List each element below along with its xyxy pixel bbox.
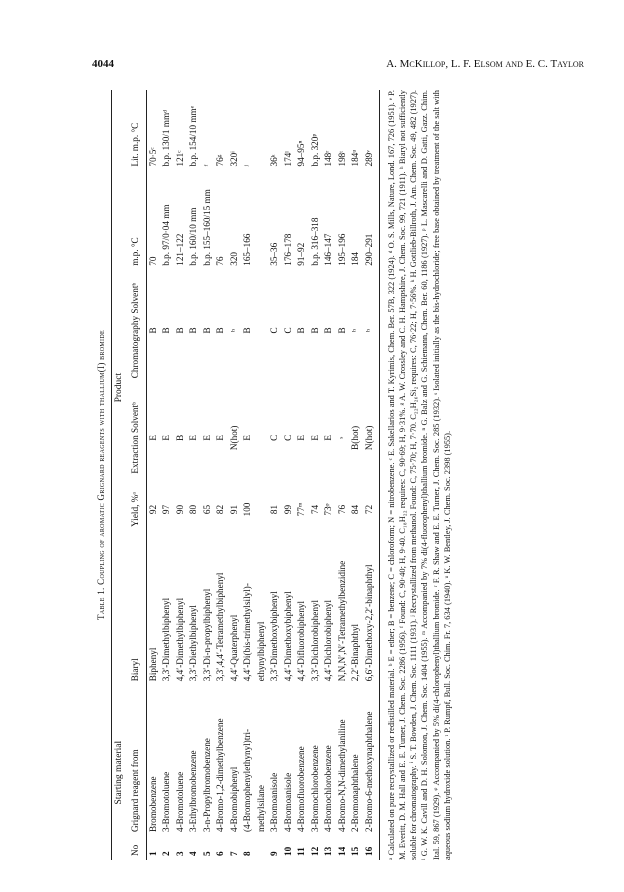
cell-no: 9 — [269, 851, 280, 856]
cell-grignard: methylsilane — [255, 785, 266, 832]
cell-ext: N(hot) — [363, 425, 374, 451]
cell-biaryl: 3,3′-Di-n-propylbiphenyl — [201, 588, 212, 682]
cell-yield: 80 — [188, 504, 199, 515]
cell-no: 15 — [350, 846, 361, 856]
table-row — [187, 90, 201, 860]
cell-yield: 92 — [147, 504, 158, 515]
cell-yield — [255, 484, 269, 534]
table-row — [146, 90, 160, 860]
cell-mp — [255, 171, 269, 270]
cell-grignard: (4-Bromophenylethynyl)tri- — [242, 728, 253, 832]
cell-no: 13 — [323, 846, 334, 856]
cell-biaryl: 3,3′-Dichlorobiphenyl — [309, 599, 320, 682]
table-row — [336, 90, 350, 860]
cell-chrom — [255, 270, 269, 391]
col-header-yield: Yield, %ᵃ — [130, 492, 141, 527]
table-row — [174, 90, 188, 860]
cell-ext: E — [188, 435, 199, 441]
cell-biaryl: 4,4′-Di(bis-trimethylsilyl)- — [242, 583, 253, 682]
cell-no: 2 — [161, 851, 172, 856]
cell-biaryl: 3,3′-Dimethoxybiphenyl — [269, 591, 280, 682]
cell-ext: C — [269, 434, 280, 441]
cell-grignard: 3-Bromoanisole — [269, 772, 280, 832]
cell-no: 1 — [147, 851, 158, 856]
table-block — [88, 90, 608, 860]
table-row — [268, 90, 282, 860]
col-header-extraction: Extraction Solventᵇ — [130, 402, 141, 474]
cell-mp: 76 — [215, 256, 226, 266]
cell-grignard: 4-Bromochlorobenzene — [323, 745, 334, 832]
cell-ext: E — [161, 435, 172, 441]
group-header-product: Product — [114, 372, 125, 403]
cell-mp: 70 — [147, 256, 158, 266]
cell-yield: 84 — [350, 504, 361, 515]
cell-grignard: 4-Bromofluorobenzene — [296, 746, 307, 832]
col-header-grignard: Grignard reagent from — [130, 749, 141, 832]
cell-mp: 184 — [350, 251, 361, 266]
cell-ext: B(hot) — [350, 425, 361, 450]
cell-biaryl: 4,4′-Dichlorobiphenyl — [323, 599, 334, 682]
cell-mp: 290–291 — [363, 233, 374, 266]
cell-chrom: B — [174, 327, 185, 334]
cell-grignard: 4-Bromo-1,2-dimethylbenzene — [215, 718, 226, 832]
cell-no: 4 — [188, 851, 199, 856]
cell-mp: 320 — [228, 251, 239, 266]
cell-grignard: 4-Bromobiphenyl — [228, 766, 239, 832]
cell-lit: 121ᶜ — [174, 150, 185, 167]
cell-no: 14 — [336, 846, 347, 856]
group-header-starting-material: Starting material — [114, 740, 125, 805]
cell-ext: B — [174, 434, 185, 441]
col-header-mp: m.p. °C — [130, 237, 141, 266]
cell-ext: E — [201, 435, 212, 441]
cell-lit: b.p. 320ᵖ — [309, 133, 320, 167]
table-title: Table 1. Coupling of aromatic Grignard reagents with thallium(I) bromide — [96, 330, 106, 620]
cell-yield: 65 — [201, 504, 212, 515]
cell-biaryl: 3,3′-Dimethylbiphenyl — [161, 597, 172, 682]
cell-mp: 165–166 — [242, 233, 253, 266]
cell-biaryl: 4,4′-Difluorobiphenyl — [296, 600, 307, 682]
cell-no: 8 — [242, 851, 253, 856]
cell-mp: b.p. 97/0·04 mm — [161, 204, 172, 266]
table-row — [214, 90, 228, 860]
cell-ext: E — [323, 435, 334, 441]
cell-biaryl: N,N,N′,N′-Tetramethylbenzidine — [336, 560, 347, 682]
cell-grignard: 2-Bromo-6-methoxynaphthalene — [363, 711, 374, 832]
cell-chrom: B — [188, 327, 199, 334]
cell-biaryl: ethynylbiphenyl — [255, 621, 266, 682]
cell-chrom: B — [296, 327, 307, 334]
cell-chrom: B — [309, 327, 320, 334]
cell-biaryl: Biphenyl — [147, 647, 158, 682]
cell-mp: b.p. 155–160/15 mm — [201, 189, 212, 266]
cell-no: 6 — [215, 851, 226, 856]
cell-ext: E — [147, 435, 158, 441]
cell-yield: 77ᵐ — [296, 502, 307, 517]
cell-yield: 72 — [363, 504, 374, 515]
cell-ext: E — [215, 435, 226, 441]
cell-yield: 99 — [282, 504, 293, 515]
cell-no: 12 — [309, 846, 320, 856]
cell-yield: 76 — [336, 504, 347, 515]
cell-mp: 146–147 — [323, 233, 334, 266]
cell-lit: b.p. 130/1 mmᵈ — [161, 110, 172, 167]
cell-mp: 35–36 — [269, 242, 280, 266]
page-number: 4044 — [92, 58, 114, 70]
cell-chrom: B — [242, 327, 253, 334]
cell-chrom: ʰ — [363, 329, 374, 332]
cell-ext: E — [296, 435, 307, 441]
cell-lit: 76ᵍ — [215, 154, 226, 167]
cell-no: 7 — [228, 851, 239, 856]
running-head — [386, 58, 584, 70]
cell-chrom: C — [282, 327, 293, 334]
cell-lit: 94–95ⁿ — [296, 140, 307, 167]
cell-chrom: B — [323, 327, 334, 334]
cell-biaryl: 3,3′-Diethylbiphenyl — [188, 605, 199, 682]
cell-lit: 174ˡ — [282, 151, 293, 167]
cell-chrom: B — [147, 327, 158, 334]
cell-no: 11 — [296, 847, 307, 856]
cell-biaryl: 4,4′-Dimethylbiphenyl — [174, 597, 185, 682]
cell-no: 10 — [282, 846, 293, 856]
cell-yield: 90 — [174, 504, 185, 515]
cell-yield: 81 — [269, 504, 280, 515]
cell-mp: b.p. 316–318 — [309, 217, 320, 266]
results-table — [111, 90, 380, 860]
table-row — [322, 90, 336, 860]
cell-mp: 121–122 — [174, 233, 185, 266]
table-row — [160, 90, 174, 860]
cell-ext: E — [309, 435, 320, 441]
rotated-table-area — [88, 90, 608, 860]
cell-yield: 74 — [309, 504, 320, 515]
cell-lit: 148ʳ — [323, 150, 334, 167]
cell-no: 3 — [174, 851, 185, 856]
col-header-no: No — [130, 844, 141, 856]
cell-biaryl: 4,4′-Dimethoxybiphenyl — [282, 591, 293, 682]
cell-no: 5 — [201, 851, 212, 856]
running-head-authors: A. McKillop, L. F. Elsom and E. C. Taylor — [386, 58, 584, 70]
cell-mp: b.p. 160/10 mm — [188, 207, 199, 266]
cell-yield: 100 — [242, 502, 253, 517]
cell-grignard: 4-Bromoanisole — [282, 772, 293, 832]
cell-grignard: 2-Bromonaphthalene — [350, 754, 361, 832]
cell-biaryl: 4,4′-Quaterphenyl — [228, 614, 239, 682]
cell-lit: 184ᵘ — [350, 149, 361, 167]
table-row — [282, 90, 296, 860]
cell-chrom: B — [336, 327, 347, 334]
cell-grignard: 3-Bromotoluene — [161, 771, 172, 832]
cell-ext — [255, 391, 269, 484]
cell-lit: 198ᵗ — [336, 150, 347, 167]
table-row — [201, 90, 215, 860]
cell-grignard: Bromobenzene — [147, 776, 158, 832]
cell-yield: 97 — [161, 504, 172, 515]
cell-no: 16 — [363, 846, 374, 856]
cell-lit: 36ᵏ — [269, 154, 280, 167]
table-row — [309, 90, 323, 860]
cell-ext: N(hot) — [228, 425, 239, 451]
col-header-biaryl: Biaryl — [130, 658, 141, 682]
cell-mp: 195–196 — [336, 233, 347, 266]
cell-lit: b.p. 154/10 mmᵉ — [188, 105, 199, 167]
cell-biaryl: 6,6′-Dimethoxy-2,2′-binaphthyl — [363, 564, 374, 682]
cell-ext: C — [282, 434, 293, 441]
cell-lit — [255, 90, 269, 171]
cell-grignard: 4-Bromotoluene — [174, 771, 185, 832]
cell-grignard: 3-Ethylbromobenzene — [188, 750, 199, 832]
col-header-chromatography: Chromatography Solventᵇ — [130, 282, 141, 379]
cell-mp: 176–178 — [282, 233, 293, 266]
table-row — [255, 90, 269, 860]
cell-chrom: C — [269, 327, 280, 334]
table-row — [241, 90, 255, 860]
cell-lit: 289ᵛ — [363, 150, 374, 167]
col-header-lit-mp: Lit. m.p. °C — [130, 122, 141, 167]
table-row — [363, 90, 377, 860]
cell-lit: 70·5ᶜ — [147, 147, 158, 167]
table-row — [228, 90, 242, 860]
cell-biaryl: 3,3′,4,4′-Tetramethylbiphenyl — [215, 572, 226, 682]
cell-chrom: ʰ — [228, 329, 239, 332]
cell-lit: 320ⁱ — [228, 151, 239, 167]
cell-mp: 91–92 — [296, 242, 307, 266]
cell-lit: ʲ — [242, 165, 253, 167]
cell-ext: ˢ — [336, 436, 347, 439]
cell-no — [255, 836, 269, 860]
cell-grignard: 3-n-Propylbromobenzene — [201, 738, 212, 832]
cell-chrom: B — [161, 327, 172, 334]
cell-chrom: ʰ — [350, 329, 361, 332]
cell-yield: 82 — [215, 504, 226, 515]
table-row — [349, 90, 363, 860]
cell-chrom: B — [215, 327, 226, 334]
cell-grignard: 4-Bromo-N,N-dimethylaniline — [336, 719, 347, 832]
table-row — [295, 90, 309, 860]
cell-ext: E — [242, 435, 253, 441]
cell-lit: ᶠ — [201, 164, 212, 167]
cell-biaryl: 2,2′-Binaphthyl — [350, 623, 361, 682]
table-footnotes: ᵃ Calculated on pure recrystallized or redistilled material. ᵇ E = ether; B = benzene; C = chloroform; N = nitrobenzene. ᶜ E. Sakellarios and T. Kyrimis, Chem. Ber. 57B, 322 (1924). ᵈ O. S. Mills, Nature, Lond. 167, 726 (1951). ᵉ P. M. Everitt, D. M. Hall and E. E. Turner, J. Chem. Soc. 2286 (1956). ᶠ Found: C, 90·40; H, 9·40. C₁₈H₂₂ requires: C, 90·69; H, 9·31%. ᵍ A. W. Crossley and C. H. Hampshire, J. Chem. Soc. 99, 721 (1911). ʰ Biaryl not sufficiently soluble for chromatography. ⁱ S. T. Bowden, J. Chem. Soc. 1111 (1931). ʲ Recrystallized from methanol. Found: C, 75·70; H, 7·70. C₂₂H₂₆Si₂ requires: C, 76·22; H, 7·56%. ᵏ H. Gottlieb-Billroth, J. Am. Chem. Soc. 49, 482 (1927). ˡ G. W. K. Cavill and D. H. Solomon, J. Chem. Soc. 1404 (1955). ᵐ Accompanied by 7% di(4-fluorophenyl)thallium bromide. ⁿ G. Balz and G. Schiemann, Chem. Ber. 60, 1186 (1927). ᵖ L. Mascarelli and D. Gatti, Gazz. Chim. Ital. 59, 867 (1929). ᵠ Accompanied by 5% di(4-chlorophenyl)thallium bromide. ʳ F. R. Shaw and E. E. Turner, J. Chem. Soc. 285 (1932). ˢ Isolated initially as the bis-hydrochloride; free base obtained by treatment of the salt with aqueous sodium hydroxide solution. ᵗ P. Rumpf, Bull. Soc. Chim. Fr. 7, 634 (1940). ᵘ K. W. Bentley, J. Chem. Soc. 2398 (1955). — [387, 90, 452, 860]
cell-yield: 73ᵠ — [323, 503, 334, 516]
cell-chrom: B — [201, 327, 212, 334]
cell-grignard: 3-Bromochlorobenzene — [309, 745, 320, 832]
cell-yield: 91 — [228, 504, 239, 515]
